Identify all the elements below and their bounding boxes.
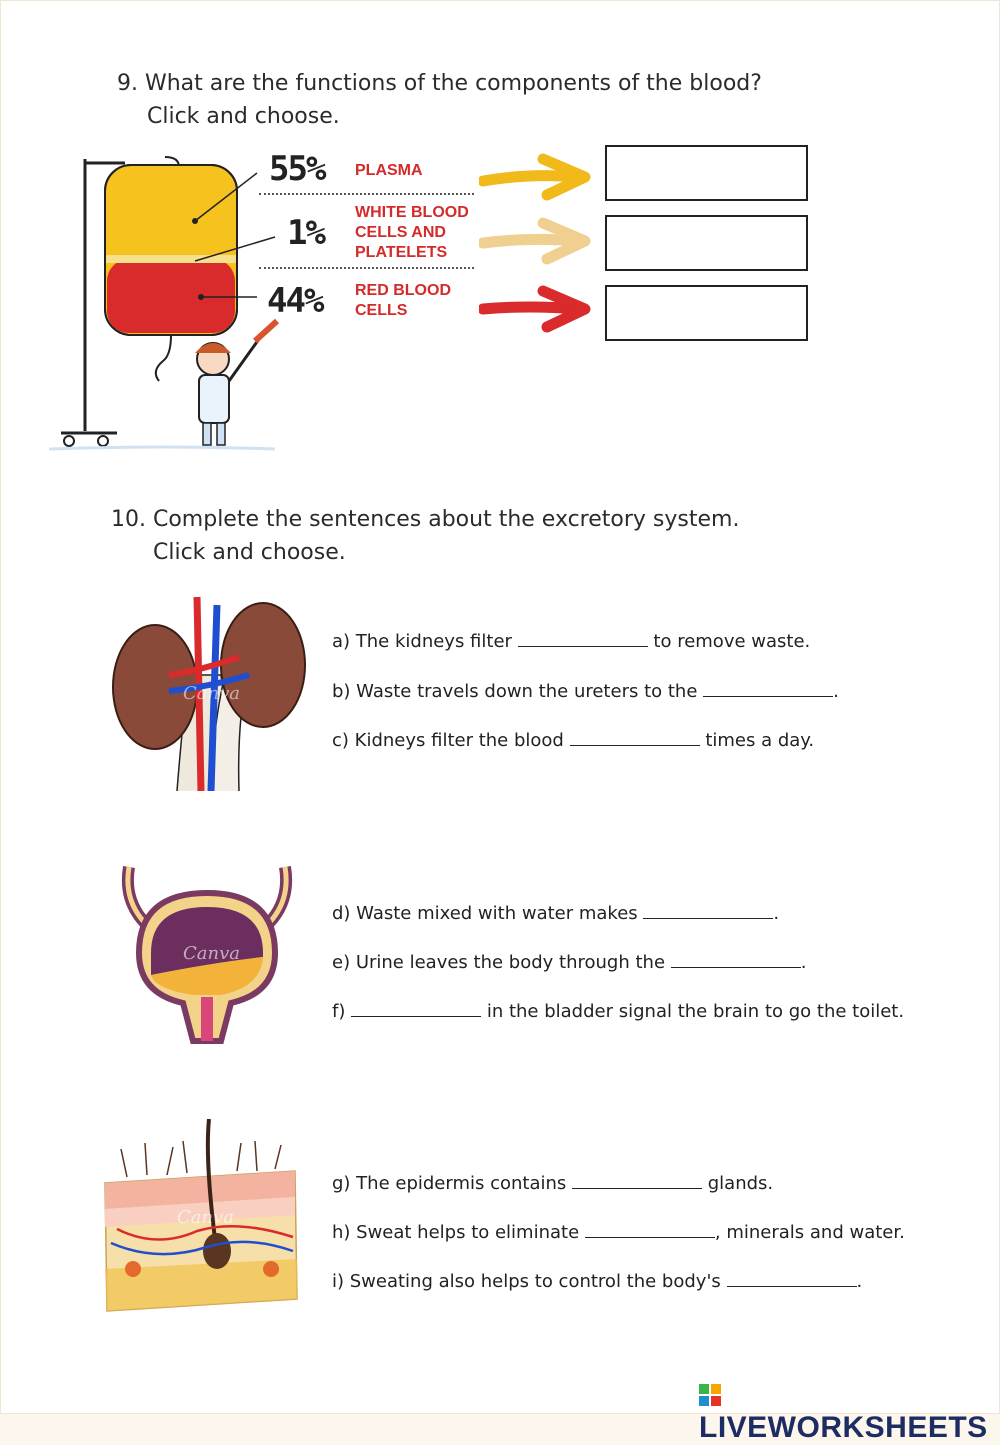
red-cells-label-line: RED BLOOD	[355, 282, 451, 299]
sentence-text: e) Urine leaves the body through the	[332, 952, 666, 973]
red-cells-arrow-icon	[479, 285, 594, 333]
blank-d[interactable]	[643, 904, 773, 919]
sentence-c	[332, 730, 814, 751]
kidneys-illustration	[109, 595, 309, 791]
watermark-text: Canva	[183, 683, 240, 704]
blank-i[interactable]	[727, 1272, 857, 1287]
sentence-e	[332, 952, 807, 973]
sentence-f	[332, 1001, 904, 1022]
question-9-line1: 9. What are the functions of the components of the blood?	[117, 71, 762, 96]
blank-a[interactable]	[518, 632, 648, 647]
sentence-g	[332, 1173, 773, 1194]
sentence-a	[332, 631, 810, 652]
divider	[259, 267, 474, 269]
bladder-illustration	[121, 863, 293, 1045]
red-cells-label	[355, 281, 451, 321]
sentence-d	[332, 903, 779, 924]
watermark-text: Canva	[177, 1207, 234, 1228]
plasma-label-line: PLASMA	[355, 162, 423, 179]
white-cells-percent: 1%	[287, 213, 324, 253]
white-cells-label-line: CELLS AND	[355, 224, 446, 241]
question-9-title	[117, 67, 762, 133]
white-cells-label	[355, 203, 469, 263]
liveworksheets-grid-icon	[699, 1384, 721, 1406]
divider	[259, 193, 474, 195]
sentence-text: .	[833, 681, 839, 702]
sentence-h	[332, 1222, 905, 1243]
sentence-text: d) Waste mixed with water makes	[332, 903, 638, 924]
sentence-text: , minerals and water.	[714, 1222, 905, 1243]
white-cells-label-line: PLATELETS	[355, 244, 448, 261]
blank-b[interactable]	[703, 682, 833, 697]
sentence-text: to remove waste.	[653, 631, 811, 652]
plasma-arrow-icon	[479, 153, 594, 201]
question-10-title	[111, 503, 739, 569]
sentence-text: a) The kidneys filter	[332, 631, 512, 652]
blank-f[interactable]	[351, 1002, 481, 1017]
blank-e[interactable]	[671, 953, 801, 968]
white-cells-arrow-icon	[479, 217, 594, 265]
plasma-percent: 55%	[269, 149, 325, 189]
skin-illustration	[97, 1119, 303, 1319]
brand-text: LIVEWORKSHEETS	[699, 1411, 988, 1444]
watermark-text: Canva	[183, 943, 240, 964]
question-9-line2: Click and choose.	[147, 104, 340, 129]
sentence-text: .	[856, 1271, 863, 1292]
red-cells-label-line: CELLS	[355, 302, 408, 319]
liveworksheets-logo	[699, 1377, 999, 1445]
sentence-text: c) Kidneys filter the blood	[332, 730, 564, 751]
sentence-text: .	[773, 903, 780, 924]
sentence-text: times a day.	[705, 730, 815, 751]
blank-g[interactable]	[572, 1174, 702, 1189]
sentence-text: f)	[332, 1001, 346, 1022]
red-cells-percent: 44%	[267, 281, 323, 321]
sentence-text: in the bladder signal the brain to go the toilet.	[486, 1001, 905, 1022]
white-cells-label-line: WHITE BLOOD	[355, 204, 469, 221]
sentence-i	[332, 1271, 862, 1292]
question-10-line2: Click and choose.	[153, 540, 346, 565]
sentence-text: i) Sweating also helps to control the body's	[332, 1271, 721, 1292]
sentence-text: g) The epidermis contains	[332, 1173, 567, 1194]
white-cells-answer-box[interactable]	[605, 215, 808, 271]
plasma-answer-box[interactable]	[605, 145, 808, 201]
blank-c[interactable]	[570, 731, 700, 746]
sentence-text: .	[800, 952, 807, 973]
blood-bag-illustration	[45, 149, 285, 459]
red-cells-answer-box[interactable]	[605, 285, 808, 341]
sentence-text: glands.	[707, 1173, 774, 1194]
sentence-text: b) Waste travels down the ureters to the	[332, 681, 698, 702]
sentence-b	[332, 681, 839, 702]
question-10-line1: 10. Complete the sentences about the excretory system.	[111, 507, 740, 532]
blank-h[interactable]	[585, 1223, 715, 1238]
plasma-label	[355, 161, 423, 181]
sentence-text: h) Sweat helps to eliminate	[332, 1222, 580, 1243]
